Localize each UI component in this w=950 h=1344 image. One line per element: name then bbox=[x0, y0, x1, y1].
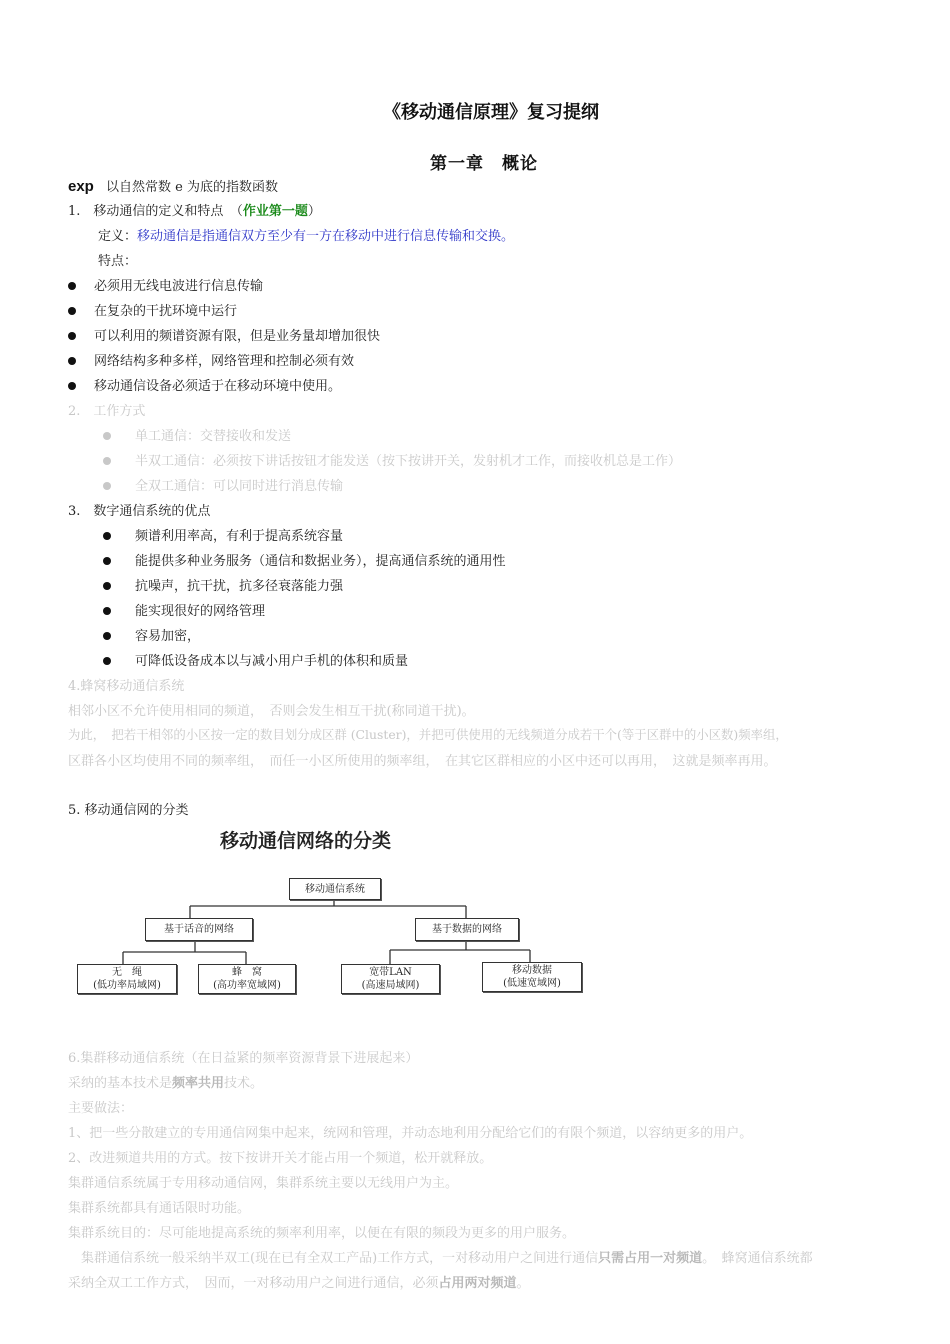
paragraph-line bbox=[68, 1247, 813, 1266]
node-sublabel: (低功率局域网) bbox=[93, 980, 161, 991]
method-item: 2、改进频道共用的方式。按下按讲开关才能占用一个频道，松开就释放。 bbox=[68, 1151, 493, 1166]
section-1-title: 1. 移动通信的定义和特点 （ bbox=[68, 204, 243, 219]
paragraph-line: 为此， 把若干相邻的小区按一定的数目划分成区群 (Cluster)，并把可供使用的无线频道分成若干个(等于区群中的小区数)频率组， bbox=[68, 727, 788, 742]
chapter-heading: 第一章 概论 bbox=[430, 154, 538, 174]
list-item-text: 能实现很好的网络管理 bbox=[135, 604, 266, 619]
paragraph-line: 区群各小区均使用不同的频率组， 而任一小区所使用的频率组， 在其它区群相应的小区中还可以再用， 这就是频率再用。 bbox=[68, 754, 777, 769]
bullet-icon bbox=[68, 382, 76, 390]
node-label: 移动通信系统 bbox=[305, 883, 365, 895]
definition-text: 移动通信是指通信双方至少有一方在移动中进行信息传输和交换。 bbox=[137, 229, 515, 244]
paragraph-line bbox=[68, 1272, 530, 1291]
list-item-text: 在复杂的干扰环境中运行 bbox=[94, 304, 238, 319]
node-label: 基于话音的网络 bbox=[164, 924, 234, 935]
list-item-text: 可以利用的频谱资源有限，但是业务量却增加很快 bbox=[94, 329, 381, 344]
methods-label: 主要做法： bbox=[68, 1101, 134, 1116]
list-item-text: 可降低设备成本以与减小用户手机的体积和质量 bbox=[135, 654, 409, 669]
list-item bbox=[68, 300, 237, 319]
bullet-icon bbox=[103, 557, 111, 565]
node-sublabel: (低速宽域网) bbox=[503, 978, 561, 989]
list-item bbox=[103, 475, 343, 494]
bullet-icon bbox=[103, 607, 111, 615]
features-label: 特点： bbox=[98, 254, 138, 269]
paragraph-line: 集群系统目的：尽可能地提高系统的频率利用率，以便在有限的频段为更多的用户服务。 bbox=[68, 1226, 576, 1241]
node-sublabel: (高功率宽域网) bbox=[213, 980, 281, 991]
diagram-node-root bbox=[289, 878, 381, 900]
bullet-icon bbox=[68, 282, 76, 290]
list-item bbox=[103, 625, 200, 644]
paragraph-text-end: 。 bbox=[516, 1276, 530, 1291]
document-title: 《移动通信原理》复习提纲 bbox=[383, 102, 599, 123]
paragraph-text-end: 。 蜂窝通信系统都 bbox=[702, 1251, 813, 1266]
exp-line bbox=[68, 176, 278, 195]
node-label: 蜂 窝 bbox=[232, 967, 262, 978]
paragraph-bold: 占用两对频道 bbox=[438, 1276, 517, 1291]
list-item-text: 单工通信：交替接收和发送 bbox=[135, 429, 292, 444]
node-label: 移动数据 bbox=[512, 965, 552, 976]
section-6-heading: 6.集群移动通信系统（在日益紧的频率资源背景下进展起来） bbox=[68, 1051, 419, 1066]
list-item bbox=[68, 275, 263, 294]
bullet-icon bbox=[103, 632, 111, 640]
bullet-icon bbox=[68, 357, 76, 365]
node-label: 宽带LAN bbox=[369, 967, 412, 978]
homework-label: 作业第一题 bbox=[242, 204, 308, 219]
paragraph-line: 集群通信系统属于专用移动通信网，集群系统主要以无线用户为主。 bbox=[68, 1176, 459, 1191]
bullet-icon bbox=[103, 432, 111, 440]
bullet-icon bbox=[103, 582, 111, 590]
list-item bbox=[103, 450, 681, 469]
exp-keyword: exp bbox=[68, 178, 94, 195]
list-item bbox=[103, 550, 506, 569]
diagram-node-mobile-data bbox=[482, 962, 582, 992]
bullet-icon bbox=[103, 457, 111, 465]
bullet-icon bbox=[68, 307, 76, 315]
definition-label: 定义： bbox=[98, 229, 138, 244]
list-item-text: 能提供多种业务服务（通信和数据业务），提高通信系统的通用性 bbox=[135, 554, 506, 569]
list-item-text: 必须用无线电波进行信息传输 bbox=[94, 279, 264, 294]
list-item-text: 全双工通信：可以同时进行消息传输 bbox=[135, 479, 344, 494]
list-item-text: 网络结构多种多样，网络管理和控制必须有效 bbox=[94, 354, 355, 369]
technology-bold: 频率共用 bbox=[172, 1076, 225, 1091]
paragraph-line: 集群系统都具有通话限时功能。 bbox=[68, 1201, 251, 1216]
diagram-node-cellular bbox=[198, 964, 296, 994]
paragraph-line: 相邻小区不允许使用相同的频道， 否则会发生相互干扰(称同道干扰)。 bbox=[68, 704, 475, 719]
list-item-text: 容易加密， bbox=[135, 629, 201, 644]
list-item bbox=[103, 425, 291, 444]
section-1-heading bbox=[68, 200, 321, 219]
exp-text: 以自然常数 e 为底的指数函数 bbox=[106, 180, 278, 195]
diagram-node-voice bbox=[145, 918, 253, 941]
bullet-icon bbox=[68, 332, 76, 340]
diagram-node-cordless bbox=[77, 964, 177, 994]
list-item bbox=[103, 600, 265, 619]
list-item bbox=[68, 350, 354, 369]
node-sublabel: (高速局域网) bbox=[361, 980, 420, 991]
list-item bbox=[103, 525, 343, 544]
list-item-text: 频谱利用率高，有利于提高系统容量 bbox=[135, 529, 344, 544]
list-item-text: 抗噪声，抗干扰，抗多径衰落能力强 bbox=[135, 579, 344, 594]
paragraph-text: 采纳全双工工作方式， 因而，一对移动用户之间进行通信，必须 bbox=[68, 1276, 439, 1291]
list-item bbox=[68, 375, 341, 394]
list-item-text: 移动通信设备必须适于在移动环境中使用。 bbox=[94, 379, 342, 394]
paragraph-bold: 只需占用一对频道 bbox=[598, 1251, 703, 1266]
section-3-heading: 3. 数字通信系统的优点 bbox=[68, 504, 211, 519]
bullet-icon bbox=[103, 657, 111, 665]
technology-line bbox=[68, 1072, 263, 1091]
section-1-close: ） bbox=[307, 204, 321, 219]
list-item bbox=[68, 325, 380, 344]
method-item: 1、把一些分散建立的专用通信网集中起来，统网和管理，并动态地利用分配给它们的有限个频道，以容纳更多的用户。 bbox=[68, 1126, 753, 1141]
technology-text-end: 技术。 bbox=[224, 1076, 264, 1091]
list-item-text: 半双工通信：必须按下讲话按钮才能发送（按下按讲开关，发射机才工作，而接收机总是工作） bbox=[135, 454, 682, 469]
section-2-heading: 2. 工作方式 bbox=[68, 404, 146, 419]
section-5-heading: 5. 移动通信网的分类 bbox=[68, 803, 189, 818]
node-label: 无 绳 bbox=[112, 967, 142, 978]
bullet-icon bbox=[103, 532, 111, 540]
definition-line bbox=[98, 225, 514, 244]
section-4-heading: 4.蜂窝移动通信系统 bbox=[68, 679, 185, 694]
bullet-icon bbox=[103, 482, 111, 490]
diagram-node-data bbox=[415, 918, 519, 941]
list-item bbox=[103, 650, 408, 669]
technology-text: 采纳的基本技术是 bbox=[68, 1076, 173, 1091]
paragraph-text: 集群通信系统一般采纳半双工(现在已有全双工产品)工作方式，一对移动用户之间进行通信 bbox=[68, 1251, 599, 1266]
diagram-title: 移动通信网络的分类 bbox=[220, 830, 392, 852]
node-label: 基于数据的网络 bbox=[432, 924, 502, 935]
diagram-node-broadband-lan bbox=[341, 964, 440, 994]
list-item bbox=[103, 575, 343, 594]
